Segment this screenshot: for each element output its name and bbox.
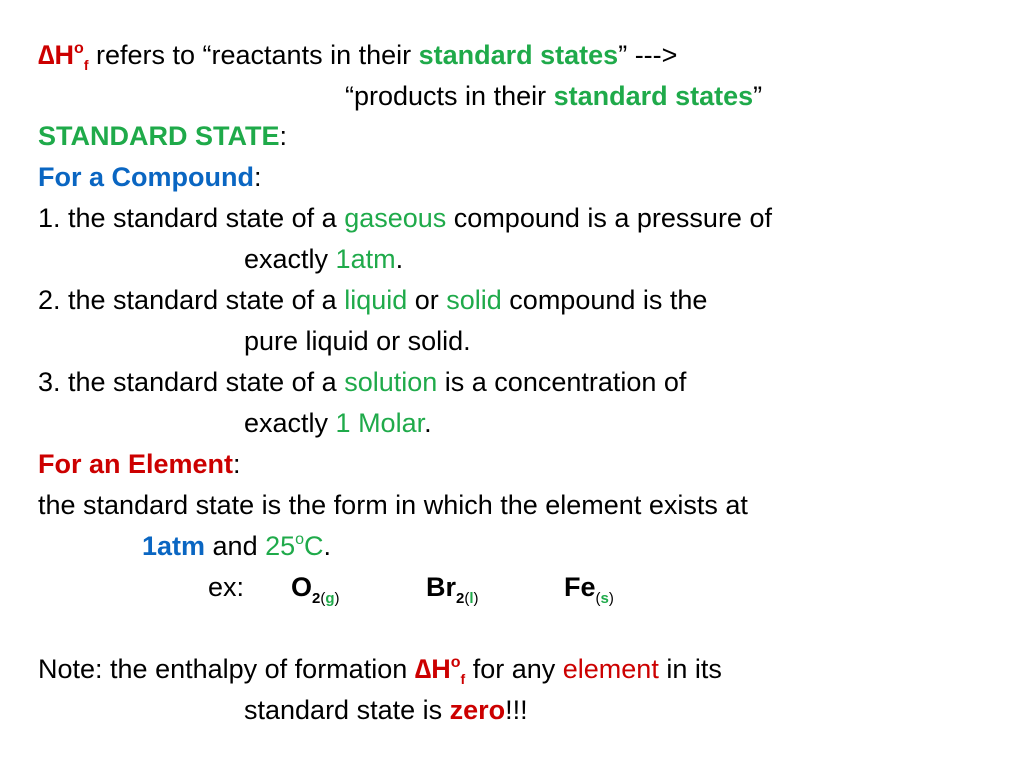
degree-symbol: o [295, 531, 305, 548]
ex-label: ex: [208, 572, 245, 602]
item-text: exactly [244, 244, 336, 274]
element-symbol: O [291, 572, 313, 602]
element-symbol: Br [426, 572, 457, 602]
example-iron [564, 572, 614, 607]
note-text: in its [658, 654, 722, 684]
colon: : [233, 449, 241, 479]
delta-symbol: ∆ [414, 654, 432, 684]
element-description [38, 492, 748, 519]
liquid-term: liquid [344, 285, 408, 315]
paren: ( [464, 590, 470, 607]
colon: : [279, 121, 287, 151]
compound-heading [38, 164, 262, 191]
example-bromine [426, 572, 479, 607]
item-text: 3. the standard state of a [38, 367, 345, 397]
subscript: 2 [312, 590, 321, 607]
item-text: 1. the standard state of a [38, 203, 345, 233]
definition-line-2 [345, 83, 762, 110]
standard-state-title: STANDARD STATE [38, 121, 280, 151]
item-text: compound is the [501, 285, 708, 315]
definition-line-1 [38, 40, 678, 73]
paren: ) [608, 590, 614, 607]
compound-item-1-continued [244, 246, 403, 273]
element-heading [38, 451, 241, 478]
compound-item-1 [38, 205, 772, 232]
one-atm-term: 1atm [335, 244, 396, 274]
note-line-2 [244, 697, 528, 724]
one-molar-term: 1 Molar [335, 408, 425, 438]
compound-title: For a Compound [38, 162, 254, 192]
element-title: For an Element [38, 449, 234, 479]
paren: ( [595, 590, 601, 607]
enthalpy-h: H [54, 40, 75, 70]
note-text: for any [465, 654, 563, 684]
note-text: standard state is [244, 695, 450, 725]
examples-line [208, 574, 244, 601]
element-symbol: Fe [564, 572, 596, 602]
delta-symbol: ∆ [38, 40, 55, 70]
standard-state-heading [38, 123, 287, 150]
element-text: the standard state is the form in which the element exists at [38, 490, 748, 520]
exclamation: !!! [505, 695, 528, 725]
note-text: Note: the enthalpy of formation [38, 654, 415, 684]
period: . [323, 531, 332, 561]
item-text: is a concentration of [437, 367, 687, 397]
colon: : [253, 162, 262, 192]
state-solid: s [600, 590, 609, 607]
formation-subscript: f [460, 671, 466, 687]
standard-superscript: o [74, 40, 84, 57]
note-line-1 [38, 654, 722, 687]
item-text: compound is a pressure of [446, 203, 772, 233]
compound-item-3 [38, 369, 686, 396]
item-text: exactly [244, 408, 336, 438]
celsius-unit: C [304, 531, 324, 561]
compound-item-2-continued [244, 328, 471, 355]
and-text: and [205, 531, 266, 561]
standard-superscript: o [450, 654, 461, 671]
compound-item-2 [38, 287, 707, 314]
temperature-value: 25 [265, 531, 296, 561]
paren: ( [320, 590, 326, 607]
subscript: 2 [456, 590, 465, 607]
state-gas: g [325, 590, 335, 607]
element-conditions [142, 533, 331, 560]
zero-term: zero [449, 695, 506, 725]
period: . [424, 408, 432, 438]
state-liquid: l [469, 590, 474, 607]
enthalpy-h: H [431, 654, 451, 684]
formation-subscript: f [83, 57, 89, 73]
arrow-text: ” ---> [618, 40, 678, 70]
standard-states-term: standard states [418, 40, 619, 70]
paren: ) [334, 590, 340, 607]
one-atm-bold: 1atm [142, 531, 206, 561]
element-term: element [562, 654, 659, 684]
products-text: “products in their [345, 81, 554, 111]
item-text: 2. the standard state of a [38, 285, 345, 315]
item-text: or [407, 285, 447, 315]
standard-states-term-2: standard states [553, 81, 754, 111]
definition-text: refers to “reactants in their [88, 40, 419, 70]
item-text: pure liquid or solid. [244, 326, 471, 356]
closing-quote: ” [753, 81, 763, 111]
paren: ) [473, 590, 479, 607]
solid-term: solid [446, 285, 502, 315]
compound-item-3-continued [244, 410, 432, 437]
example-oxygen [291, 572, 340, 607]
gaseous-term: gaseous [344, 203, 447, 233]
period: . [395, 244, 404, 274]
solution-term: solution [344, 367, 438, 397]
